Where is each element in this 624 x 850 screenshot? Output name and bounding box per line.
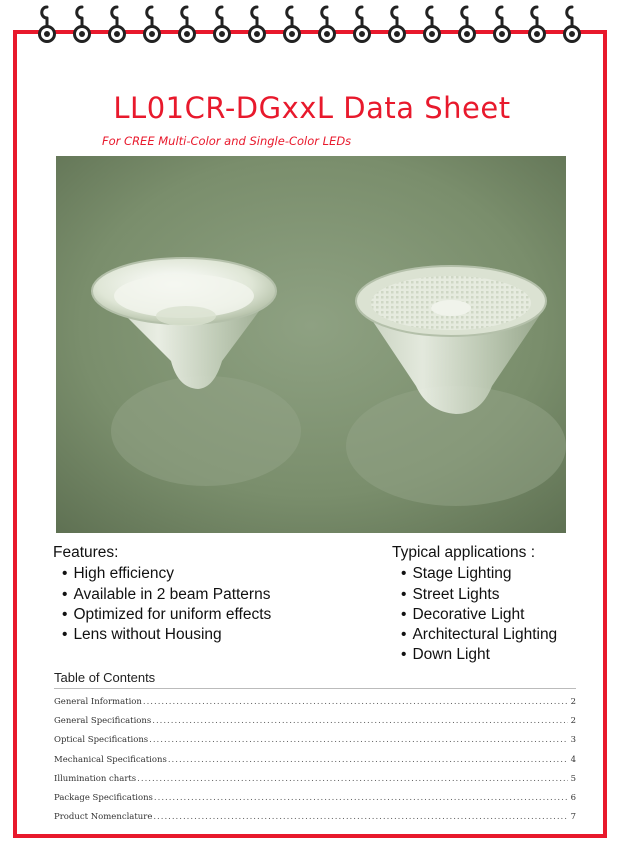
- binding-ring-icon: [281, 4, 303, 48]
- toc-entry-page: 4: [570, 754, 576, 765]
- binding-ring-icon: [421, 4, 443, 48]
- table-of-contents: [54, 697, 576, 831]
- binding-ring-icon: [106, 4, 128, 48]
- toc-entry[interactable]: [54, 735, 576, 754]
- features-section: [53, 543, 271, 645]
- toc-entry-label: Illumination charts: [54, 773, 137, 784]
- toc-leader-dots: [137, 774, 567, 784]
- toc-entry-page: 7: [570, 812, 576, 823]
- toc-entry-page: 3: [570, 735, 576, 746]
- binding-ring-icon: [316, 4, 338, 48]
- binding-ring-icon: [211, 4, 233, 48]
- applications-section: [392, 543, 557, 666]
- toc-entry[interactable]: [54, 812, 576, 831]
- toc-entry[interactable]: [54, 697, 576, 716]
- applications-heading: Typical applications :: [392, 544, 536, 561]
- toc-entry-page: 2: [570, 697, 576, 707]
- toc-entry-page: 2: [570, 716, 576, 727]
- toc-leader-dots: [153, 812, 567, 822]
- toc-entry-label: Optical Specifications: [54, 735, 149, 746]
- toc-entry[interactable]: [54, 716, 576, 735]
- toc-entry-page: 5: [570, 773, 576, 784]
- binding-ring-icon: [561, 4, 583, 48]
- application-item: • Down Light: [392, 645, 557, 665]
- binding-ring-icon: [71, 4, 93, 48]
- toc-entry[interactable]: [54, 755, 576, 774]
- features-heading: Features:: [53, 544, 119, 561]
- application-item: • Decorative Light: [392, 605, 557, 625]
- toc-entry-label: Product Nomenclature: [54, 812, 153, 823]
- application-item: • Street Lights: [392, 585, 557, 605]
- document-title: LL01CR-DGxxL Data Sheet: [113, 91, 511, 125]
- toc-entry-label: Package Specifications: [54, 792, 153, 803]
- toc-leader-dots: [149, 735, 567, 745]
- application-item: • Architectural Lighting: [392, 625, 557, 645]
- toc-leader-dots: [168, 755, 568, 765]
- binding-ring-icon: [386, 4, 408, 48]
- application-item: • Stage Lighting: [392, 564, 557, 584]
- lens-photo-icon: [56, 156, 566, 533]
- feature-item: • Lens without Housing: [53, 625, 271, 645]
- toc-leader-dots: [152, 716, 567, 726]
- product-photo: [56, 156, 566, 533]
- toc-entry-label: General Specifications: [54, 716, 152, 727]
- binding-ring-icon: [491, 4, 513, 48]
- toc-entry[interactable]: [54, 774, 576, 793]
- binding-ring-icon: [176, 4, 198, 48]
- toc-entry-page: 6: [570, 792, 576, 803]
- feature-item: • Available in 2 beam Patterns: [53, 585, 271, 605]
- spiral-binding: [0, 4, 624, 50]
- binding-ring-icon: [526, 4, 548, 48]
- toc-title: Table of Contents: [54, 670, 156, 685]
- feature-item: • Optimized for uniform effects: [53, 605, 271, 625]
- binding-ring-icon: [246, 4, 268, 48]
- binding-ring-icon: [141, 4, 163, 48]
- toc-leader-dots: [143, 697, 568, 707]
- binding-ring-icon: [36, 4, 58, 48]
- toc-entry[interactable]: [54, 793, 576, 812]
- binding-ring-icon: [456, 4, 478, 48]
- toc-entry-label: General Information: [54, 697, 142, 707]
- toc-divider: [54, 688, 576, 689]
- toc-leader-dots: [154, 793, 568, 803]
- binding-ring-icon: [351, 4, 373, 48]
- toc-entry-label: Mechanical Specifications: [54, 754, 167, 765]
- document-subtitle: For CREE Multi-Color and Single-Color LEDs: [102, 134, 352, 148]
- feature-item: • High efficiency: [53, 564, 271, 584]
